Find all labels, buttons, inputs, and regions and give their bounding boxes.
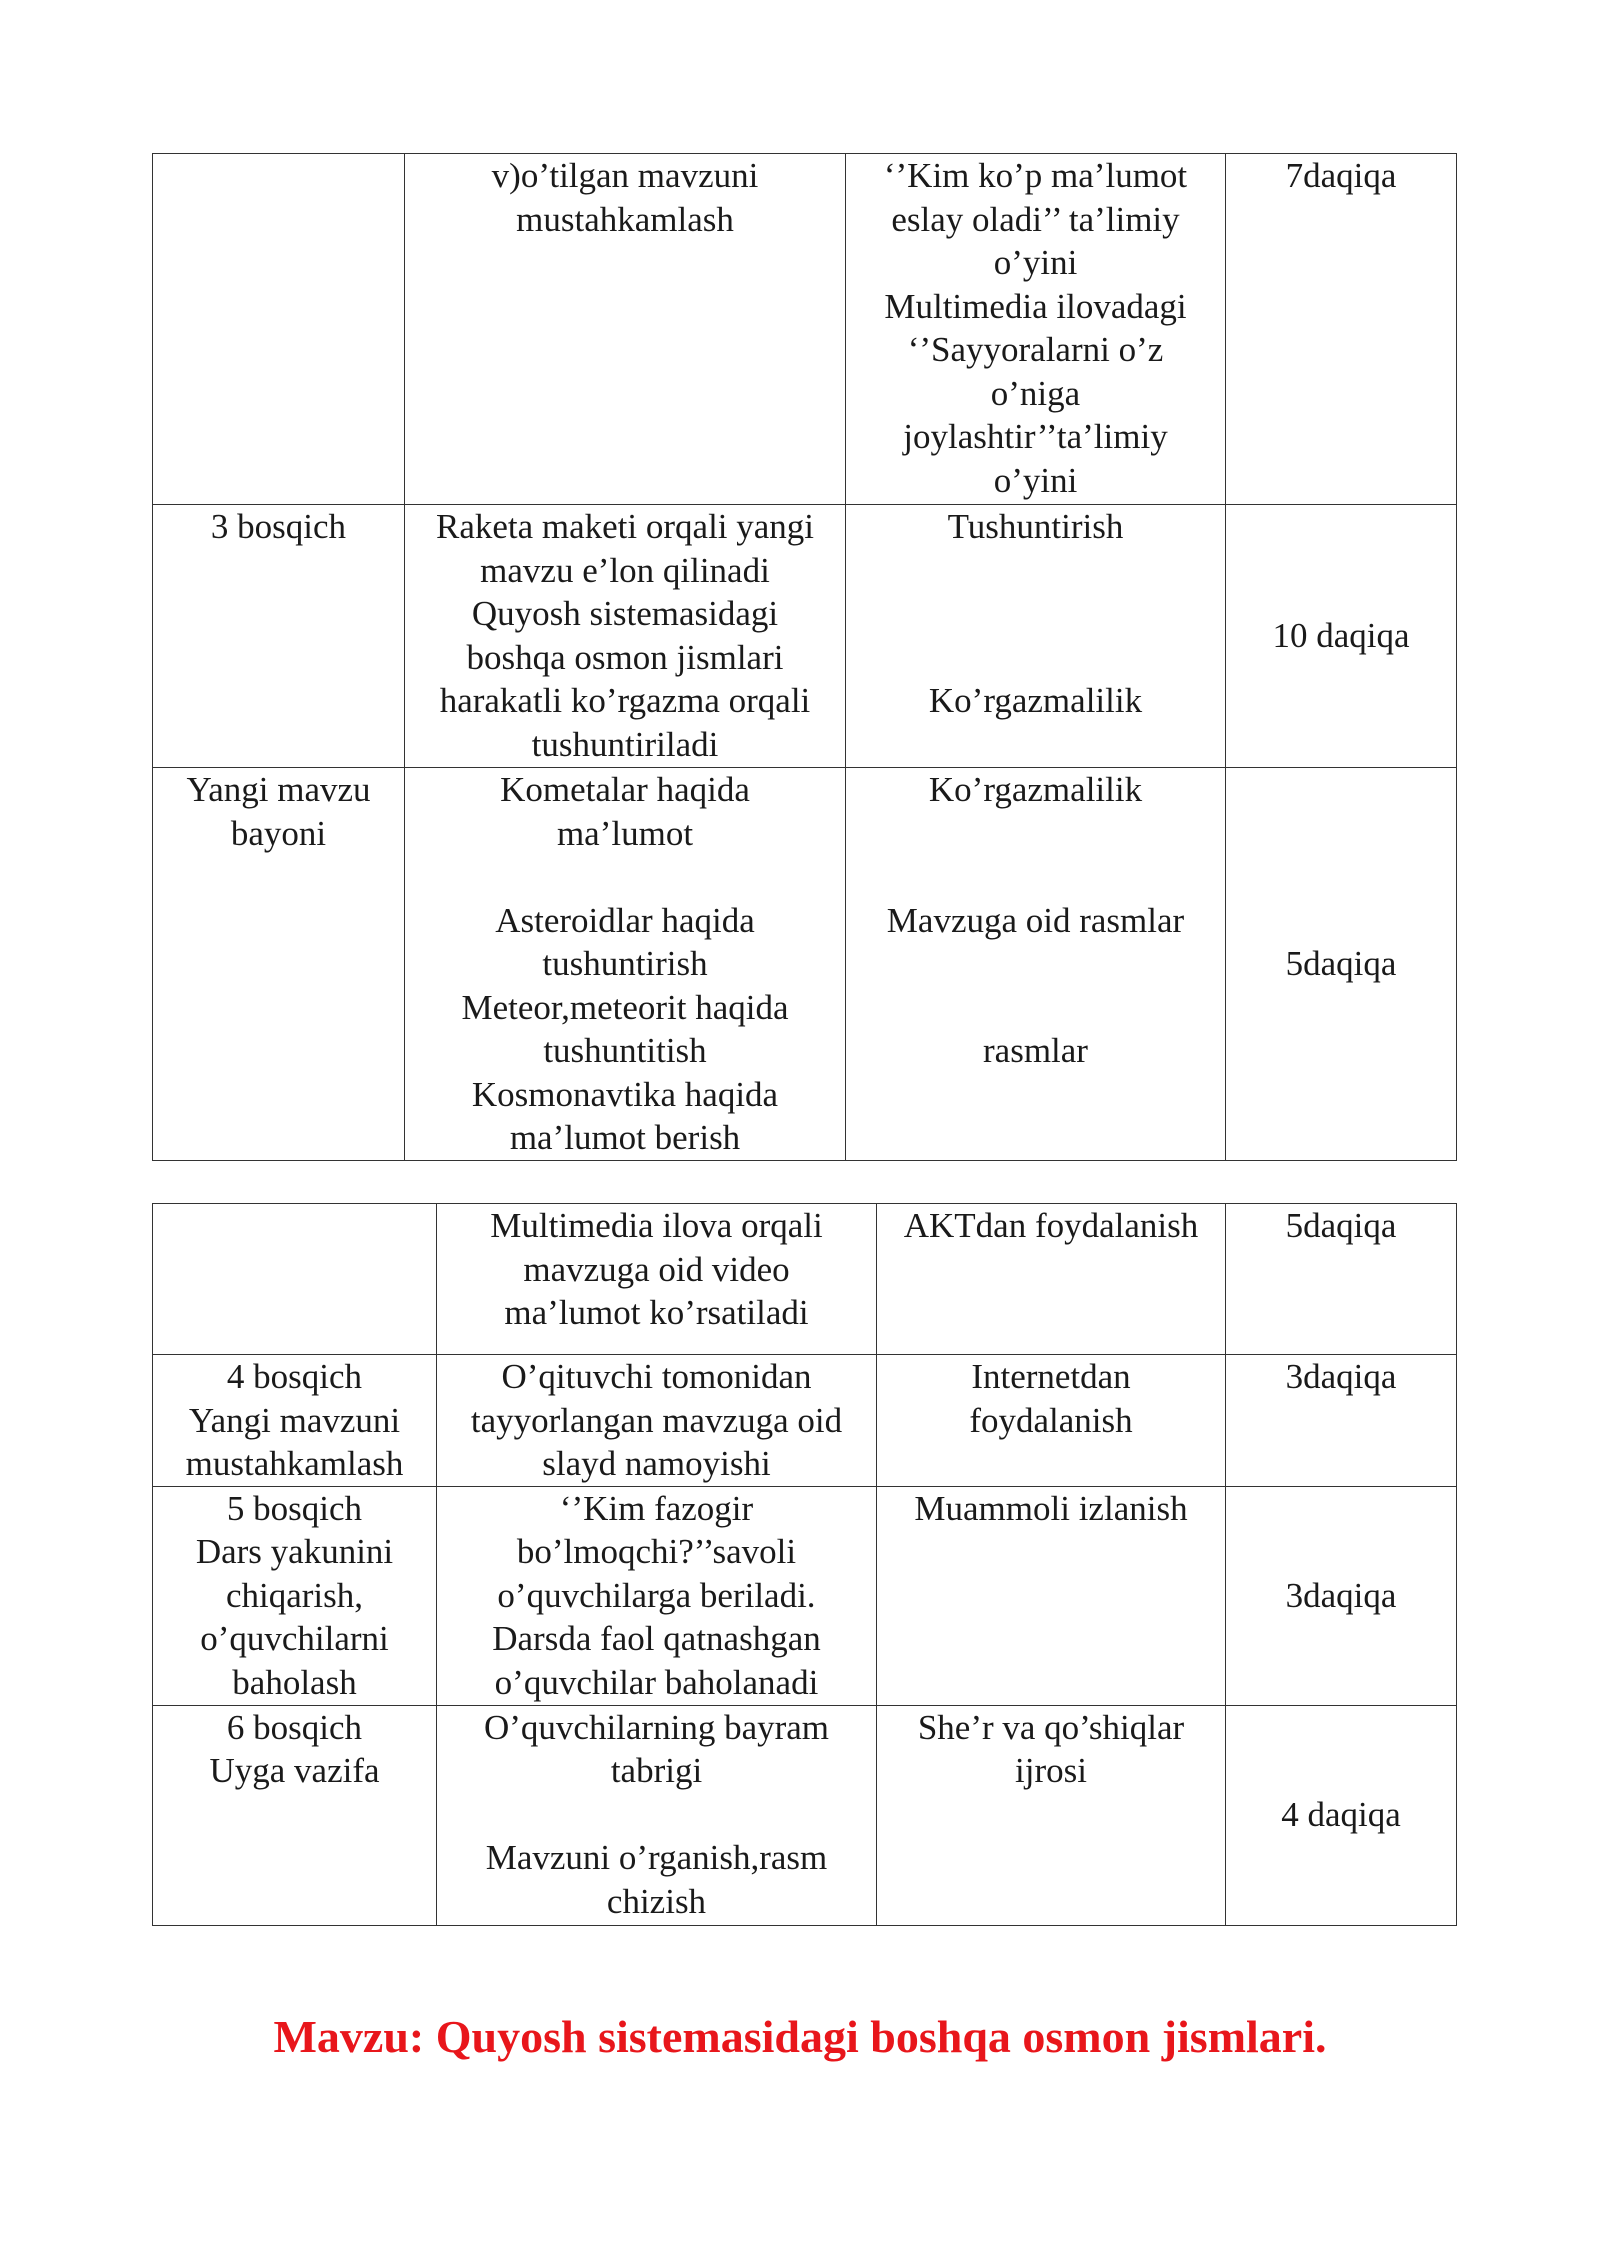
lesson-plan-table-2	[152, 1203, 1457, 1926]
table-row	[153, 154, 1457, 505]
topic-title: Mavzu: Quyosh sistemasidagi boshqa osmon jismlari.	[273, 2011, 1327, 2062]
method-cell: AKTdan foydalanish	[877, 1204, 1226, 1355]
method-cell: Muammoli izlanish	[877, 1486, 1226, 1705]
stage-cell: 6 bosqich Uyga vazifa	[153, 1705, 437, 1925]
table-row	[153, 1355, 1457, 1487]
table-row	[153, 768, 1457, 1161]
method-cell: ‘’Kim ko’p ma’lumot eslay oladi’’ ta’limiy o’yini Multimedia ilovadagi ‘’Sayyoralarni o’z o’niga joylashtir’’ta’limiy o’yini	[846, 154, 1226, 505]
stage-cell: 4 bosqich Yangi mavzuni mustahkamlash	[153, 1355, 437, 1487]
method-cell: Internetdan foydalanish	[877, 1355, 1226, 1487]
stage-cell: 3 bosqich	[153, 505, 405, 768]
time-cell: 10 daqiqa	[1226, 505, 1457, 768]
content-cell: v)o’tilgan mavzuni mustahkamlash	[405, 154, 846, 505]
content-cell: Raketa maketi orqali yangi mavzu e’lon qilinadi Quyosh sistemasidagi boshqa osmon jismlari harakatli ko’rgazma orqali tushuntiriladi	[405, 505, 846, 768]
time-cell: 5daqiqa	[1226, 768, 1457, 1161]
stage-cell: Yangi mavzu bayoni	[153, 768, 405, 1161]
table-row	[153, 1705, 1457, 1925]
method-cell: Ko’rgazmalilik Mavzuga oid rasmlar rasmlar	[846, 768, 1226, 1161]
time-cell: 3daqiqa	[1226, 1486, 1457, 1705]
content-cell: Kometalar haqida ma’lumot Asteroidlar haqida tushuntirish Meteor,meteorit haqida tushuntitish Kosmonavtika haqida ma’lumot berish	[405, 768, 846, 1161]
time-cell: 3daqiqa	[1226, 1355, 1457, 1487]
content-cell: ‘’Kim fazogir bo’lmoqchi?’’savoli o’quvchilarga beriladi. Darsda faol qatnashgan o’quvchilar baholanadi	[437, 1486, 877, 1705]
method-cell: Tushuntirish Ko’rgazmalilik	[846, 505, 1226, 768]
stage-cell: 5 bosqich Dars yakunini chiqarish, o’quvchilarni baholash	[153, 1486, 437, 1705]
table-row	[153, 1204, 1457, 1355]
table-row	[153, 505, 1457, 768]
content-cell: Multimedia ilova orqali mavzuga oid video ma’lumot ko’rsatiladi	[437, 1204, 877, 1355]
content-cell: O’quvchilarning bayram tabrigi Mavzuni o’rganish,rasm chizish	[437, 1705, 877, 1925]
method-cell: She’r va qo’shiqlar ijrosi	[877, 1705, 1226, 1925]
stage-cell	[153, 1204, 437, 1355]
content-cell: O’qituvchi tomonidan tayyorlangan mavzuga oid slayd namoyishi	[437, 1355, 877, 1487]
stage-cell	[153, 154, 405, 505]
lesson-plan-table-1	[152, 153, 1457, 1161]
time-cell: 4 daqiqa	[1226, 1705, 1457, 1925]
time-cell: 5daqiqa	[1226, 1204, 1457, 1355]
time-cell: 7daqiqa	[1226, 154, 1457, 505]
table-row	[153, 1486, 1457, 1705]
